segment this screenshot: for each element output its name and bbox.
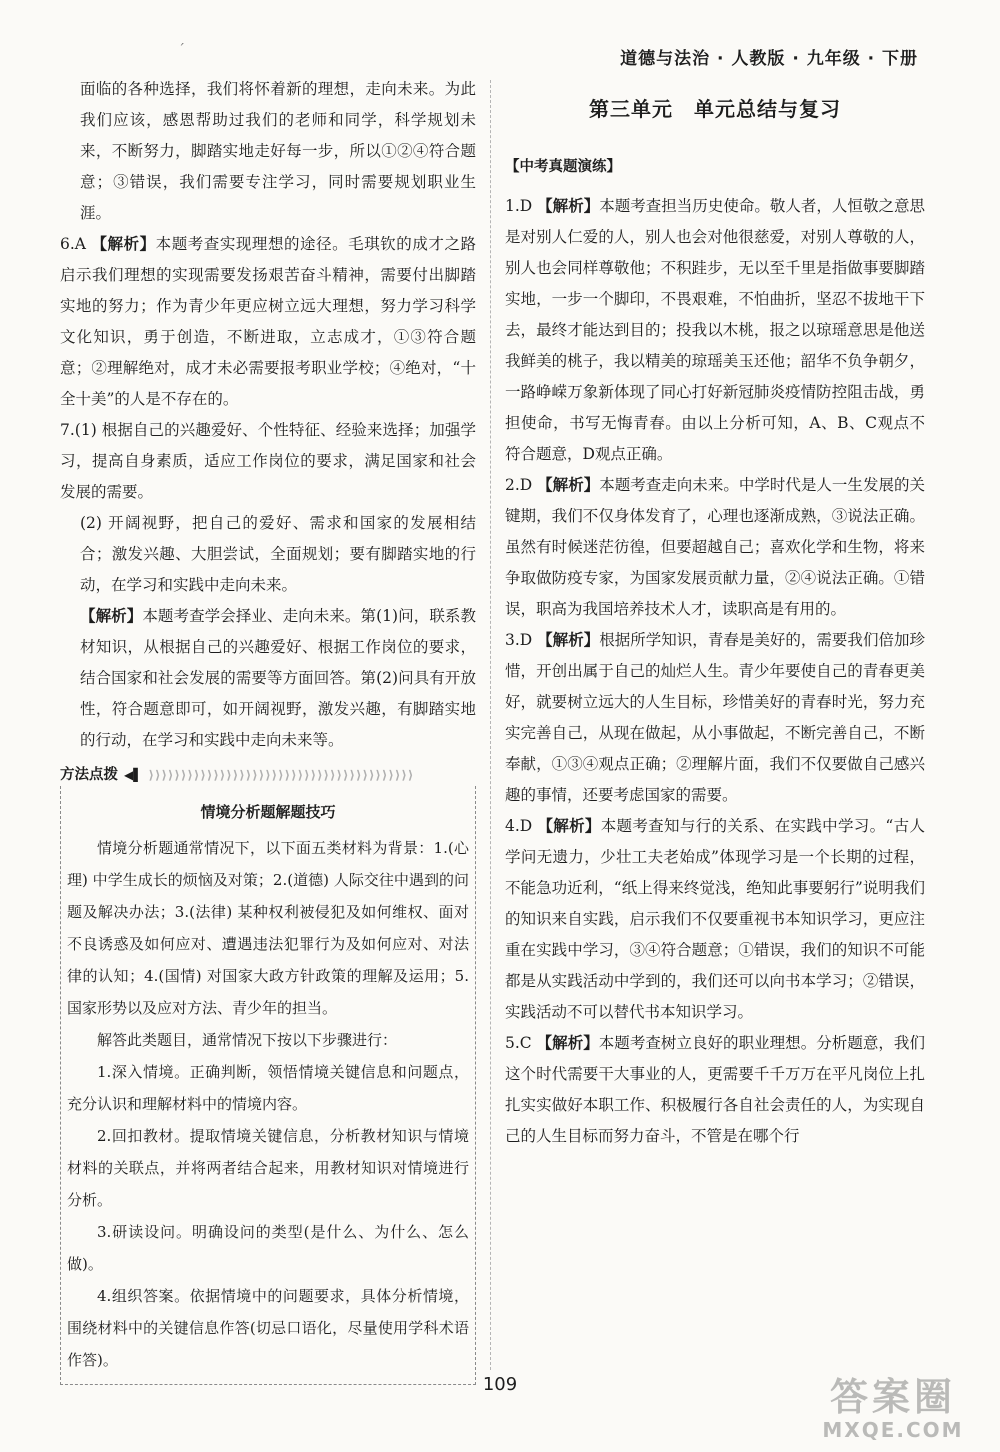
answer-4-text: 本题考查知与行的关系、在实践中学习。“古人学问无遗力，少壮工夫老始成”体现学习是一个长期的过程，不能急功近利，“纸上得来终觉浅，绝知此事要躬行”说明我们的知识来自实践，启示我们不仅要重视书本知识学习，更应注重在实践中学习，③④符合题意；①错误，我们的知识不可能都是从实践活动中学到的，我们还可以向书本学习；②错误，实践活动不可以替代书本知识学习。 xyxy=(505,817,925,1021)
answer-3-tag: 【解析】 xyxy=(537,631,600,649)
tip-step-4: 4.组织答案。依据情境中的问题要求，具体分析情境，围绕材料中的关键信息作答(切忌口语化，尽量使用学科术语作答)。 xyxy=(67,1287,469,1369)
answer-2 xyxy=(505,470,925,625)
answer-4-number: 4.D xyxy=(505,817,533,835)
answer-7-analysis xyxy=(60,601,476,756)
answer-2-number: 2.D xyxy=(505,476,533,494)
answer-6-tag: 【解析】 xyxy=(91,235,156,253)
watermark-url: MXQE.COM xyxy=(822,1418,964,1442)
section-tag: 【中考真题演练】 xyxy=(505,159,621,175)
method-tip-box xyxy=(60,786,476,1385)
column-divider xyxy=(490,80,491,1370)
answer-5-text: 本题考查树立良好的职业理想。分析题意，我们这个时代需要干大事业的人，更需要千千万万在平凡岗位上扎扎实实做好本职工作、积极履行各自社会责任的人，为实现自己的人生目标而努力奋斗，不管是在哪个行 xyxy=(505,1034,925,1145)
intro-paragraph: 面临的各种选择，我们将怀着新的理想，走向未来。为此我们应该，感恩帮助过我们的老师和同学，科学规划未来，不断努力，脚踏实地走好每一步，所以①②④符合题意；③错误，我们需要专注学习，同时需要规划职业生涯。 xyxy=(80,80,476,222)
page-mark: ˊ xyxy=(178,42,185,58)
answer-3 xyxy=(505,625,925,811)
answer-4-tag: 【解析】 xyxy=(537,817,601,835)
tip-step-1: 1.深入情境。正确判断，领悟情境关键信息和问题点，充分认识和理解材料中的情境内容。 xyxy=(67,1063,469,1113)
answer-5-number: 5.C xyxy=(505,1034,532,1052)
left-column xyxy=(60,74,476,1385)
tip-box-title: 情境分析题解题技巧 xyxy=(200,803,336,821)
answer-1 xyxy=(505,191,925,470)
tip-step-2: 2.回扣教材。提取情境关键信息，分析教材知识与情境材料的关联点，并将两者结合起来，用教材知识对情境进行分析。 xyxy=(67,1127,469,1209)
answer-1-text: 本题考查担当历史使命。敬人者，人恒敬之意思是对别人仁爱的人，别人也会对他很慈爱，对别人尊敬的人，别人也会同样尊敬他；不积跬步，无以至千里是指做事要脚踏实地，一步一个脚印，不畏艰难，不怕曲折，坚忍不拔地干下去，最终才能达到目的；投我以木桃，报之以琼瑶意思是他送我鲜美的桃子，我以精美的琼瑶美玉还他；韶华不负争朝夕，一路峥嵘万象新体现了同心打好新冠肺炎疫情防控阻击战，勇担使命，书写无悔青春。由以上分析可知，A、B、C观点不符合题意，D观点正确。 xyxy=(505,197,925,463)
answer-7-part-2: (2) 开阔视野，把自己的爱好、需求和国家的发展相结合；激发兴趣、大胆尝试，全面规划；要有脚踏实地的行动，在学习和实践中走向未来。 xyxy=(80,514,476,594)
answer-6-text: 本题考查实现理想的途径。毛琪钦的成才之路启示我们理想的实现需要发扬艰苦奋斗精神，需要付出脚踏实地的努力；作为青少年更应树立远大理想，努力学习科学文化知识，勇于创造，不断进取，立志成才，①③符合题意；②理解绝对，成才未必需要报考职业学校；④绝对，“十全十美”的人是不存在的。 xyxy=(60,235,476,408)
unit-title: 第三单元 单元总结与复习 xyxy=(589,97,841,121)
answer-5-tag: 【解析】 xyxy=(536,1034,599,1052)
site-watermark xyxy=(798,1372,988,1446)
answer-6-number: 6.A xyxy=(60,235,86,253)
book-title-header: 道德与法治 · 人教版 · 九年级 · 下册 xyxy=(620,49,918,69)
right-column xyxy=(505,74,925,1152)
speaker-icon: ◀▌ xyxy=(124,767,143,782)
tip-paragraph-2: 解答此类题目，通常情况下按以下步骤进行： xyxy=(97,1031,398,1049)
page-number: 109 xyxy=(482,1374,518,1395)
answer-5 xyxy=(505,1028,925,1152)
watermark-logo-text: 答案圈 xyxy=(829,1375,956,1419)
tip-paragraph-1: 情境分析题通常情况下，以下面五类材料为背景：1.(心理) 中学生成长的烦恼及对策；2.(道德) 人际交往中遇到的问题及解决办法；3.(法律) 某种权利被侵犯及如何维权、面对不良诱惑及如何应对、遭遇违法犯罪行为及如何应对、对法律的认知；4.(国情) 对国家大政方针政策的理解及运用；5.国家形势以及应对方法、青少年的担当。 xyxy=(67,839,469,1017)
answer-2-tag: 【解析】 xyxy=(537,476,600,494)
answer-3-number: 3.D xyxy=(505,631,533,649)
answer-1-tag: 【解析】 xyxy=(537,197,600,215)
answer-3-text: 根据所学知识，青春是美好的，需要我们倍加珍惜，开创出属于自己的灿烂人生。青少年要使自己的青春更美好，就要树立远大的人生目标，珍惜美好的青春时光，努力充实完善自己，从现在做起，从小事做起，不断完善自己，不断奉献，①③④观点正确；②理解片面，我们不仅要做自己感兴趣的事情，还要考虑国家的需要。 xyxy=(505,631,925,804)
answer-6 xyxy=(60,229,476,415)
tip-step-3: 3.研读设问。明确设问的类型(是什么、为什么、怎么做)。 xyxy=(67,1223,469,1273)
answer-7-analysis-text: 本题考查学会择业、走向未来。第(1)问，联系教材知识，从根据自己的兴趣爱好、根据工作岗位的要求，结合国家和社会发展的需要等方面回答。第(2)问具有开放性，符合题意即可，如开阔视野，激发兴趣，有脚踏实地的行动，在学习和实践中走向未来等。 xyxy=(80,607,476,749)
method-tip-label: 方法点拨 xyxy=(60,766,118,783)
answer-7-tag: 【解析】 xyxy=(80,607,143,625)
answer-7-part-1: 7.(1) 根据自己的兴趣爱好、个性特征、经验来选择；加强学习，提高自身素质，适应工作岗位的要求，满足国家和社会发展的需要。 xyxy=(60,421,476,501)
chevron-decoration: ⟩⟩⟩⟩⟩⟩⟩⟩⟩⟩⟩⟩⟩⟩⟩⟩⟩⟩⟩⟩⟩⟩⟩⟩⟩⟩⟩⟩⟩⟩⟩⟩⟩⟩⟩⟩⟩⟩⟩⟩⟩ xyxy=(148,767,415,782)
answer-2-text: 本题考查走向未来。中学时代是人一生发展的关键期，我们不仅身体发育了，心理也逐渐成熟，③说法正确。虽然有时候迷茫彷徨，但要超越自己；喜欢化学和生物，将来争取做防疫专家，为国家发展贡献力量，②④说法正确。①错误，职高为我国培养技术人才，读职高是有用的。 xyxy=(505,476,925,618)
method-tip-header xyxy=(60,764,476,786)
answer-4 xyxy=(505,811,925,1028)
answer-1-number: 1.D xyxy=(505,197,533,215)
